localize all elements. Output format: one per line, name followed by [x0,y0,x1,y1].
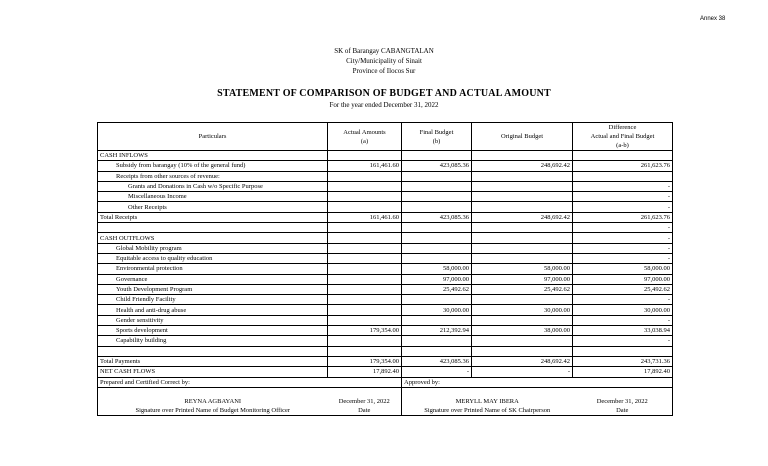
row-value-c [472,202,573,212]
preparer-title: Signature over Printed Name of Budget Monitoring Officer [98,406,328,416]
row-label: Child Friendly Facility [98,295,328,305]
row-label: Grants and Donations in Cash w/o Specific Purpose [98,181,328,191]
row-value-c: 97,000.00 [472,274,573,284]
row-value-b [402,253,472,263]
row-value-d: 33,038.94 [573,326,673,336]
row-value-d: 30,000.00 [573,305,673,315]
row-value-c: 25,492.62 [472,284,573,294]
row-value-a [328,192,402,202]
table-row [98,315,673,325]
row-value-a [328,295,402,305]
row-value-b [402,192,472,202]
header-line-1: SK of Barangay CABANGTALAN [334,47,434,55]
row-value-b: 97,000.00 [402,274,472,284]
row-value-a [328,151,402,161]
row-label: NET CASH FLOWS [98,367,328,377]
row-value-a: 161,461.60 [328,212,402,222]
table-row [98,151,673,161]
row-label: Gender sensitivity [98,315,328,325]
row-value-a [328,202,402,212]
row-value-b [402,315,472,325]
row-label [98,346,328,356]
table-row [98,253,673,263]
table-row [98,192,673,202]
approved-label: Approved by: [402,377,673,387]
preparer-date: December 31, 2022 [338,397,390,405]
row-value-c: - [472,367,573,377]
row-value-b: 423,085.36 [402,161,472,171]
row-label: CASH OUTFLOWS [98,233,328,243]
statement-title: STATEMENT OF COMPARISON OF BUDGET AND ACTUAL AMOUNT [217,88,551,99]
row-value-d: 261,623.76 [573,161,673,171]
table-row [98,346,673,356]
row-value-a [328,233,402,243]
table-row [98,326,673,336]
row-value-c [472,315,573,325]
table-row [98,181,673,191]
statement-table [97,122,673,416]
row-value-d: 261,623.76 [573,212,673,222]
header-line-2: City/Municipality of Sinait [346,57,422,65]
table-row [98,171,673,181]
table-row [98,274,673,284]
row-value-c: 248,692.42 [472,161,573,171]
row-value-b [402,336,472,346]
table-row [98,305,673,315]
table-row [98,243,673,253]
row-value-c [472,336,573,346]
row-value-d: - [573,295,673,305]
row-value-b [402,171,472,181]
row-value-a: 179,354.00 [328,356,402,366]
row-value-c [472,346,573,356]
row-label: Youth Development Program [98,284,328,294]
row-value-d: - [573,223,673,233]
row-value-d: - [573,253,673,263]
approver-title: Signature over Printed Name of SK Chairperson [402,406,573,416]
row-value-b [402,151,472,161]
row-value-b [402,181,472,191]
col-final: Final Budget (b) [402,123,472,151]
table-header-row [98,123,673,151]
table-row [98,284,673,294]
row-value-d: - [573,181,673,191]
row-value-c: 58,000.00 [472,264,573,274]
preparer-name: REYNA AGBAYANI [98,387,328,406]
col-original: Original Budget [472,123,573,151]
row-value-a: 179,354.00 [328,326,402,336]
row-label: Other Receipts [98,202,328,212]
row-label: Environmental protection [98,264,328,274]
table-row [98,212,673,222]
row-value-c: 248,692.42 [472,356,573,366]
row-value-a: 161,461.60 [328,161,402,171]
row-value-c [472,181,573,191]
col-actual: Actual Amounts (a) [328,123,402,151]
table-row [98,223,673,233]
row-value-b: 423,085.36 [402,356,472,366]
row-label: Subsidy from barangay (10% of the general fund) [98,161,328,171]
row-value-b [402,223,472,233]
row-value-c [472,243,573,253]
row-value-a [328,264,402,274]
row-value-b [402,233,472,243]
row-label: Miscellaneous Income [98,192,328,202]
prepared-label: Prepared and Certified Correct by: [98,377,402,387]
row-value-d [573,171,673,181]
approver-date-label: Date [573,406,673,416]
row-value-b: - [402,367,472,377]
row-value-b: 25,492.62 [402,284,472,294]
table-row [98,356,673,366]
row-value-d: 17,892.40 [573,367,673,377]
approver-name: MERYLL MAY IBERA [402,387,573,406]
approver-date: December 31, 2022 [573,387,673,406]
row-value-d: - [573,233,673,243]
row-label: Health and anti-drug abuse [98,305,328,315]
row-value-a [328,284,402,294]
table-row [98,367,673,377]
table-row [98,336,673,346]
table-row [98,295,673,305]
row-value-d: - [573,202,673,212]
row-value-b [402,243,472,253]
header-line-3: Province of Ilocos Sur [352,67,416,75]
row-value-c [472,171,573,181]
row-value-b: 423,085.36 [402,212,472,222]
row-value-d: - [573,315,673,325]
row-label: Sports development [98,326,328,336]
row-label: Receipts from other sources of revenue: [98,171,328,181]
row-label: Total Payments [98,356,328,366]
row-value-a: 17,892.40 [328,367,402,377]
row-value-a [328,346,402,356]
row-label: Total Receipts [98,212,328,222]
row-value-b: 212,392.94 [402,326,472,336]
row-value-d: 97,000.00 [573,274,673,284]
row-label: Equitable access to quality education [98,253,328,263]
row-value-b [402,202,472,212]
table-row [98,202,673,212]
table-row [98,264,673,274]
row-label: CASH INFLOWS [98,151,328,161]
row-value-c [472,253,573,263]
row-value-a [328,336,402,346]
signature-block [98,377,673,416]
row-value-d: 25,492.62 [573,284,673,294]
row-value-d: 58,000.00 [573,264,673,274]
row-value-d: - [573,336,673,346]
row-value-a [328,181,402,191]
col-particulars: Particulars [98,123,328,151]
row-value-a [328,315,402,325]
row-value-b [402,295,472,305]
row-value-c: 248,692.42 [472,212,573,222]
row-value-c [472,295,573,305]
preparer-date-label: Date [328,406,402,416]
row-value-a [328,243,402,253]
row-value-d: 243,731.36 [573,356,673,366]
row-value-c [472,151,573,161]
row-value-d: - [573,192,673,202]
row-value-c: 38,000.00 [472,326,573,336]
col-difference: Difference Actual and Final Budget (a-b) [573,123,673,151]
table-row [98,233,673,243]
row-value-c [472,233,573,243]
row-label: Capability building [98,336,328,346]
row-value-a [328,274,402,284]
statement-subtitle: For the year ended December 31, 2022 [329,101,439,109]
row-value-b: 30,000.00 [402,305,472,315]
row-label: Governance [98,274,328,284]
row-value-d: - [573,243,673,253]
row-value-b [402,346,472,356]
row-value-c [472,223,573,233]
table-row [98,161,673,171]
row-value-a [328,305,402,315]
annex-label: Annex 38 [700,16,726,22]
row-value-a [328,223,402,233]
row-value-a [328,253,402,263]
row-value-d [573,151,673,161]
row-value-c: 30,000.00 [472,305,573,315]
row-label [98,223,328,233]
row-value-c [472,192,573,202]
row-value-b: 58,000.00 [402,264,472,274]
row-label: Global Mobility program [98,243,328,253]
row-value-a [328,171,402,181]
row-value-d [573,346,673,356]
